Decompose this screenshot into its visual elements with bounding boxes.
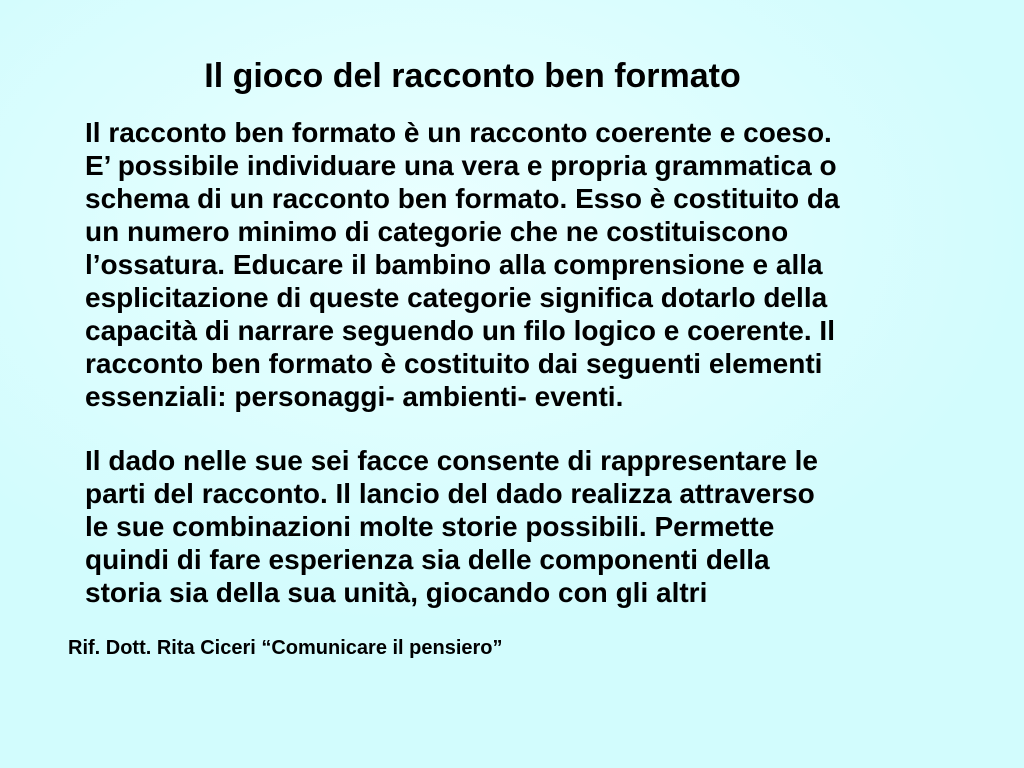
text-line: un numero minimo di categorie che ne costituiscono [85, 216, 789, 247]
text-line: storia sia della sua unità, giocando con gli altri [85, 577, 708, 608]
text-line: Il dado nelle sue sei facce consente di rappresentare le [85, 445, 818, 476]
text-line: l’ossatura. Educare il bambino alla comprensione e alla [85, 249, 823, 280]
text-line: E’ possibile individuare una vera e propria grammatica o [85, 150, 837, 181]
text-line: quindi di fare esperienza sia delle componenti della [85, 544, 770, 575]
reference-citation: Rif. Dott. Rita Ciceri “Comunicare il pensiero” [68, 637, 503, 659]
text-line: essenziali: personaggi- ambienti- eventi. [85, 381, 624, 412]
text-line: schema di un racconto ben formato. Esso è costituito da [85, 183, 840, 214]
text-line: esplicitazione di queste categorie significa dotarlo della [85, 282, 828, 313]
slide-title: Il gioco del racconto ben formato [204, 57, 741, 95]
body-paragraph-racconto [85, 116, 840, 413]
body-paragraph-dado [85, 444, 818, 609]
text-line: racconto ben formato è costituito dai seguenti elementi [85, 348, 823, 379]
text-line: parti del racconto. Il lancio del dado realizza attraverso [85, 478, 815, 509]
text-line: Il racconto ben formato è un racconto coerente e coeso. [85, 117, 832, 148]
text-line: capacità di narrare seguendo un filo logico e coerente. Il [85, 315, 835, 346]
text-line: le sue combinazioni molte storie possibili. Permette [85, 511, 775, 542]
